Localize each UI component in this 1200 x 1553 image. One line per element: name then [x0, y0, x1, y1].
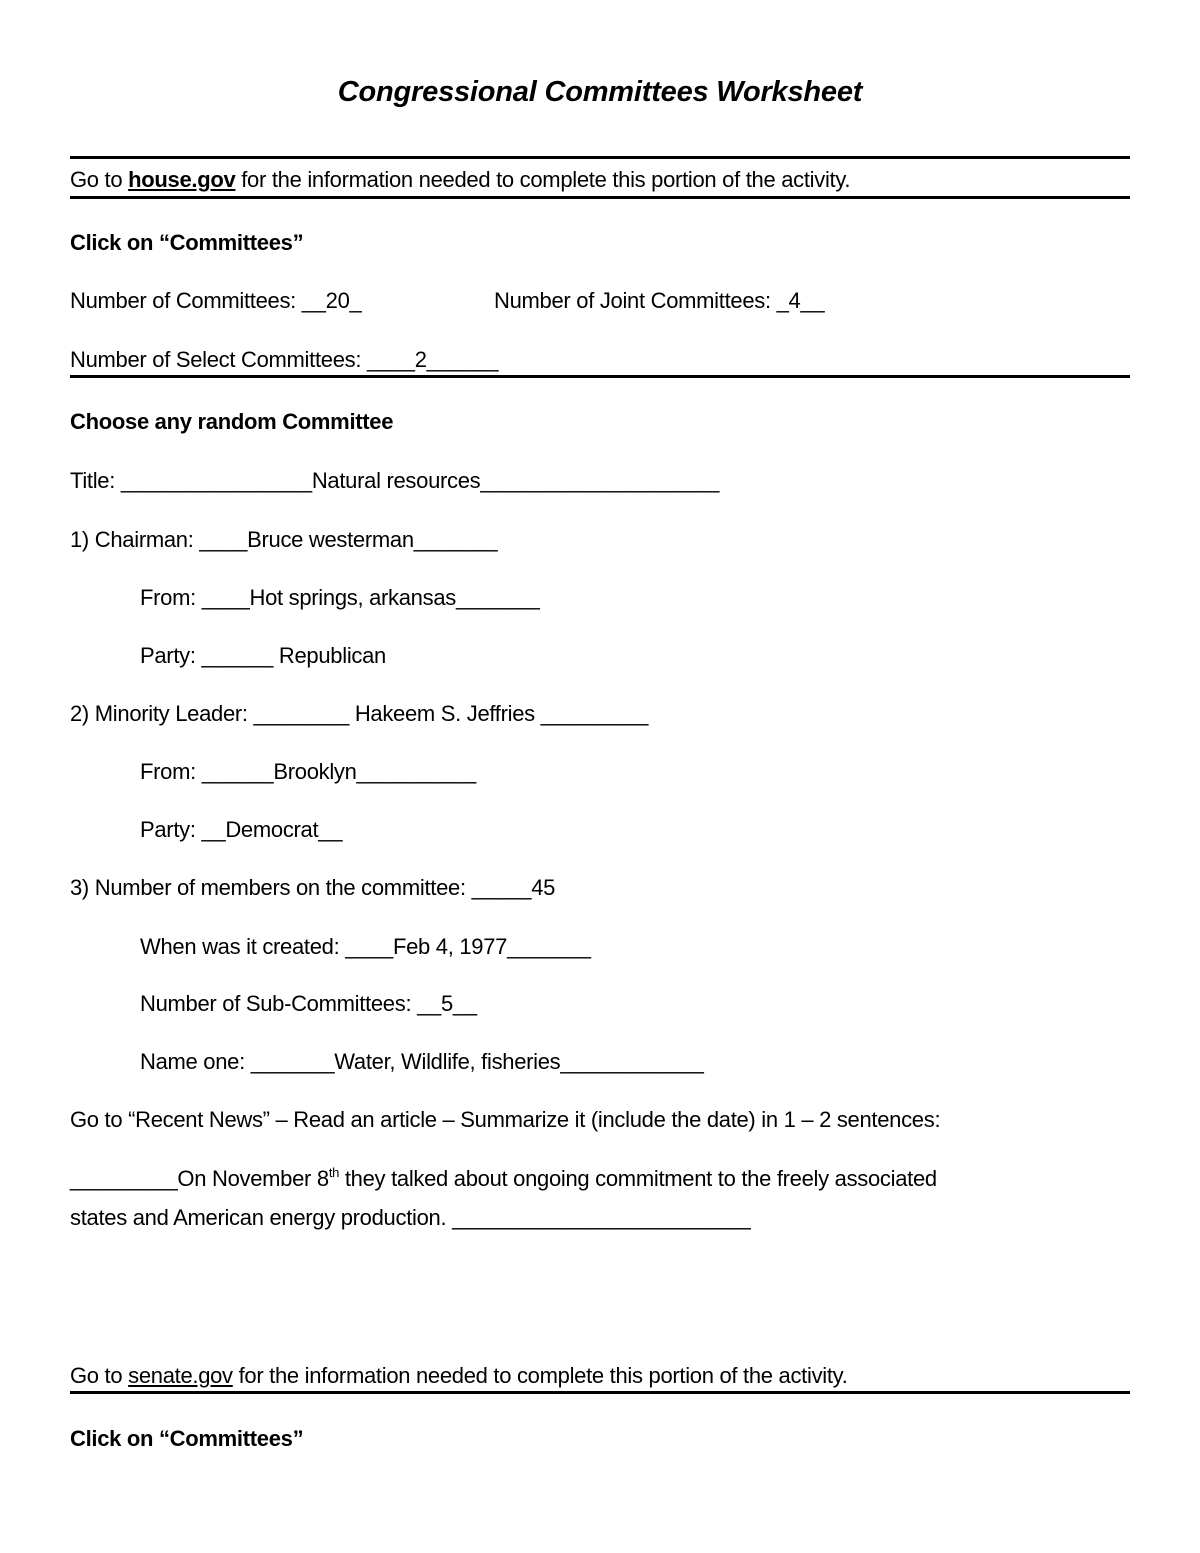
- news-summary-line-1: [70, 1166, 937, 1192]
- choose-heading: Choose any random Committee: [70, 409, 394, 434]
- house-intro-post: for the information needed to complete this portion of the activity.: [235, 167, 851, 192]
- senate-intro-post: for the information needed to complete this portion of the activity.: [232, 1363, 848, 1388]
- summary-pre: _________On November 8: [70, 1166, 329, 1191]
- divider-rule: [70, 196, 1130, 199]
- num-subcommittees: Number of Sub-Committees: __5__: [140, 991, 477, 1016]
- committee-title: Title: ________________Natural resources____________________: [70, 468, 720, 493]
- num-members: 3) Number of members on the committee: _____45: [70, 875, 556, 900]
- chairman-party: Party: ______ Republican: [140, 643, 386, 668]
- minority-leader: 2) Minority Leader: ________ Hakeem S. Jeffries _________: [70, 701, 649, 726]
- chairman-from: From: ____Hot springs, arkansas_______: [140, 585, 540, 610]
- num-select-committees: Number of Select Committees: ____2______: [70, 347, 499, 372]
- senate-gov-link[interactable]: senate.gov: [128, 1363, 233, 1388]
- house-click-heading: Click on “Committees”: [70, 230, 304, 255]
- house-intro-pre: Go to: [70, 167, 129, 192]
- house-gov-link[interactable]: house.gov: [128, 167, 236, 192]
- minority-party: Party: __Democrat__: [140, 817, 343, 842]
- summary-post: they talked about ongoing commitment to the freely associated: [339, 1166, 937, 1191]
- created-date: When was it created: ____Feb 4, 1977_______: [140, 934, 591, 959]
- num-joint-committees: Number of Joint Committees: _4__: [494, 288, 825, 313]
- summary-superscript: th: [328, 1165, 340, 1180]
- divider-rule: [70, 156, 1130, 159]
- senate-intro: [70, 1363, 848, 1389]
- num-committees: Number of Committees: __20_: [70, 288, 362, 313]
- news-summary-line-2: states and American energy production. _________________________: [70, 1205, 751, 1230]
- news-prompt: Go to “Recent News” – Read an article – Summarize it (include the date) in 1 – 2 sentences:: [70, 1107, 941, 1132]
- chairman: 1) Chairman: ____Bruce westerman_______: [70, 527, 498, 552]
- house-intro: [70, 167, 850, 193]
- divider-rule: [70, 1391, 1130, 1394]
- page-title: Congressional Committees Worksheet: [337, 76, 863, 108]
- senate-click-heading: Click on “Committees”: [70, 1426, 304, 1451]
- minority-from: From: ______Brooklyn__________: [140, 759, 476, 784]
- subcommittee-name: Name one: _______Water, Wildlife, fisheries____________: [140, 1049, 704, 1074]
- divider-rule: [70, 375, 1130, 378]
- senate-intro-pre: Go to: [70, 1363, 129, 1388]
